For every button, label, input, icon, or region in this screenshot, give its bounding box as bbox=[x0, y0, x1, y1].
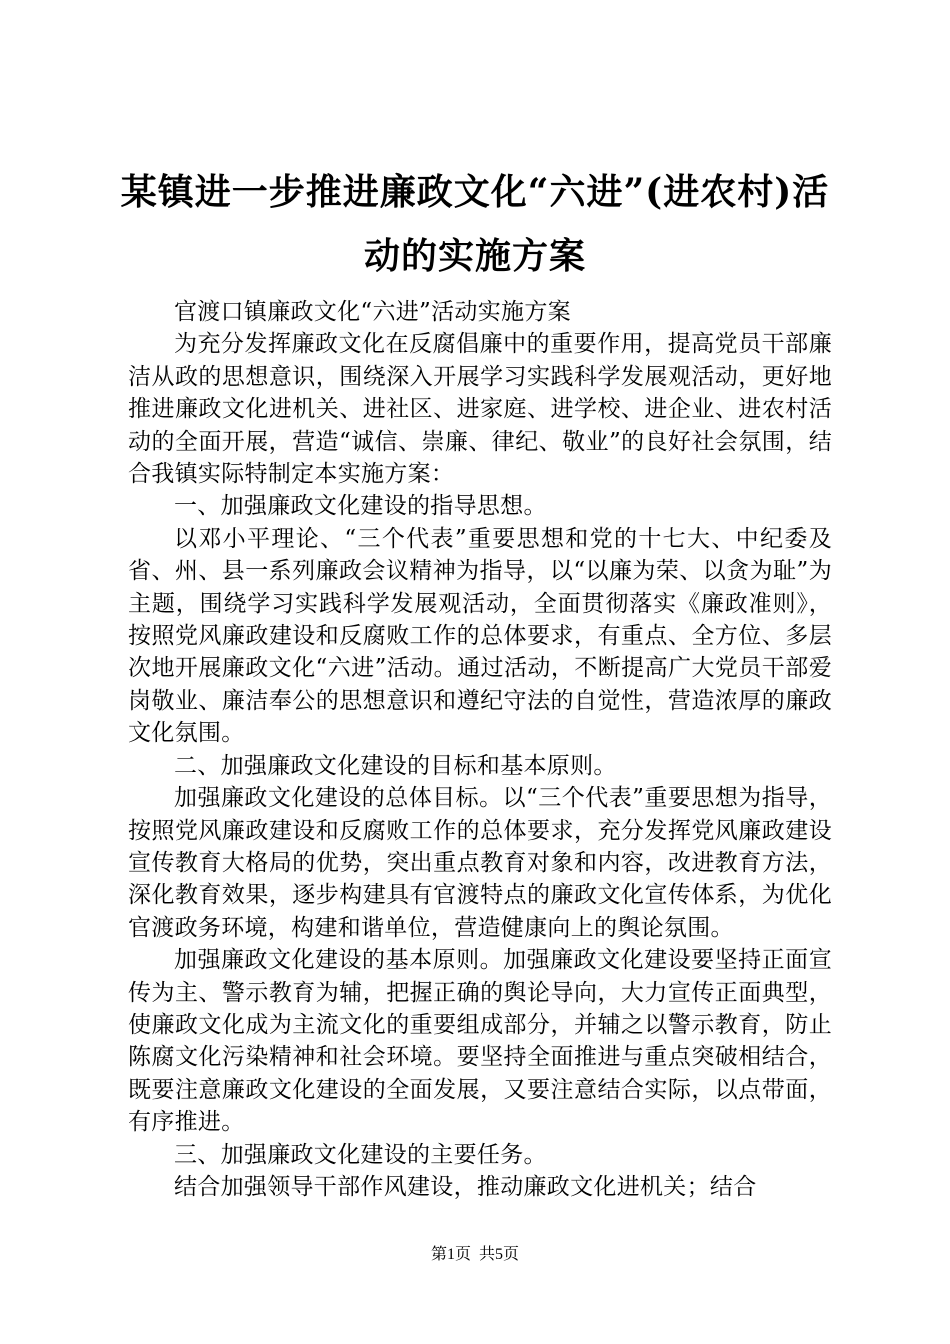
title-line-2: 动的实施方案 bbox=[363, 235, 586, 277]
section-heading-1: 一、加强廉政文化建设的指导思想。 bbox=[174, 493, 547, 520]
title-line-1: 某镇进一步推进廉政文化“六进”(进农村)活 bbox=[120, 171, 830, 213]
paragraph-intro: 为充分发挥廉政文化在反腐倡廉中的重要作用，提高党员干部廉洁从政的思想意识，围绕深入开展学习实践科学发展观活动，更好地推进廉政文化进机关、进社区、进家庭、进学校、进企业、进农村活动的全面开展，营造“诚信、崇廉、律纪、敬业”的良好社会氛围，结合我镇实际特制定本实施方案： bbox=[128, 331, 832, 488]
paragraph-basic-principles: 加强廉政文化建设的基本原则。加强廉政文化建设要坚持正面宣传为主、警示教育为辅，把握正确的舆论导向，大力宣传正面典型，使廉政文化成为主流文化的重要组成部分，并辅之以警示教育，防止陈腐文化污染精神和社会环境。要坚持全面推进与重点突破相结合，既要注意廉政文化建设的全面发展，又要注意结合实际，以点带面，有序推进。 bbox=[128, 947, 832, 1136]
paragraph-guiding-thought: 以邓小平理论、“三个代表”重要思想和党的十七大、中纪委及省、州、县一系列廉政会议精神为指导，以“以廉为荣、以贪为耻”为主题，围绕学习实践科学发展观活动，全面贯彻落实《廉政准则》，按照党风廉政建设和反腐败工作的总体要求，有重点、全方位、多层次地开展廉政文化“六进”活动。通过活动，不断提高广大党员干部爱岗敬业、廉洁奉公的思想意识和遵纪守法的自觉性，营造浓厚的廉政文化氛围。 bbox=[128, 525, 832, 747]
page-number: 第1页 bbox=[430, 1246, 471, 1263]
section-heading-3: 三、加强廉政文化建设的主要任务。 bbox=[174, 1141, 547, 1168]
paragraph-main-tasks: 结合加强领导干部作风建设，推动廉政文化进机关；结合 bbox=[174, 1173, 757, 1200]
paragraph-subtitle: 官渡口镇廉政文化“六进”活动实施方案 bbox=[174, 299, 571, 325]
document-title bbox=[100, 160, 850, 288]
section-heading-2: 二、加强廉政文化建设的目标和基本原则。 bbox=[174, 752, 617, 779]
document-body bbox=[128, 296, 832, 1203]
paragraph-overall-goal: 加强廉政文化建设的总体目标。以“三个代表”重要思想为指导，按照党风廉政建设和反腐败工作的总体要求，充分发挥党风廉政建设宣传教育大格局的优势，突出重点教育对象和内容，改进教育方法，深化教育效果，逐步构建具有官渡特点的廉政文化宣传体系，为优化官渡政务环境，构建和谐单位，营造健康向上的舆论氛围。 bbox=[128, 785, 832, 941]
page-footer bbox=[0, 1244, 950, 1266]
page-total: 共5页 bbox=[479, 1246, 520, 1263]
